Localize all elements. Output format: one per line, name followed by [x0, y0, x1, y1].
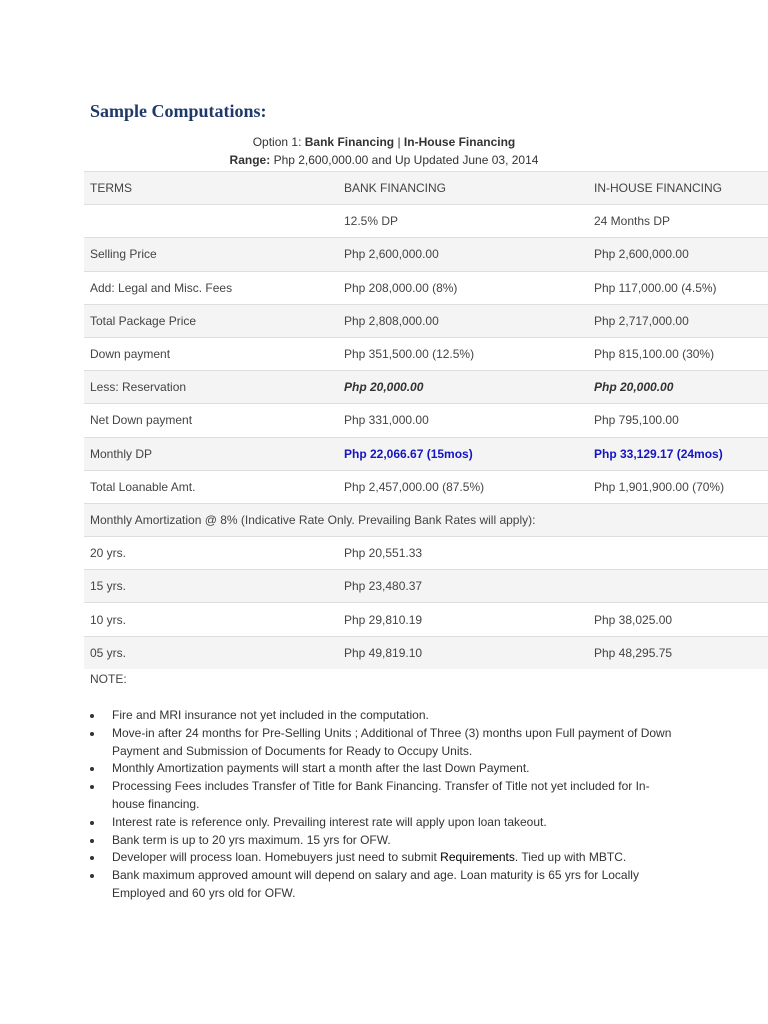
- table-cell-bank: Php 29,810.19: [344, 612, 423, 627]
- table-row-05-years: [84, 636, 768, 669]
- requirements-link[interactable]: Requirements: [440, 850, 515, 865]
- table-header-row: [84, 171, 768, 204]
- note-text: Monthly Amortization payments will start a month after the last Down Payment.: [112, 761, 530, 776]
- table-row-15-years: [84, 569, 768, 602]
- note-item: [90, 778, 678, 814]
- bullet-icon: [90, 856, 94, 860]
- table-cell-bank: Php 20,000.00: [344, 380, 424, 395]
- table-cell-label: Add: Legal and Misc. Fees: [90, 280, 233, 295]
- table-cell-label: Less: Reservation: [90, 380, 187, 395]
- table-cell-inhouse: Php 48,295.75: [594, 645, 673, 660]
- table-cell-bank: Php 23,480.37: [344, 579, 423, 594]
- bullet-icon: [90, 785, 94, 789]
- note-item: [90, 760, 678, 778]
- table-cell-label: Total Loanable Amt.: [90, 479, 196, 494]
- table-cell-label: 05 yrs.: [90, 645, 127, 660]
- table-cell-bank: Php 49,819.10: [344, 645, 423, 660]
- table-cell-inhouse: Php 795,100.00: [594, 413, 679, 428]
- table-cell-label: 15 yrs.: [90, 579, 127, 594]
- range-value: Php 2,600,000.00 and Up Updated June 03, 2014: [273, 153, 539, 167]
- option-label: Option 1:: [252, 135, 302, 149]
- table-cell-label: Net Down payment: [90, 413, 193, 428]
- table-cell-bank: 12.5% DP: [344, 214, 399, 229]
- table-row-total-package-price: [84, 304, 768, 337]
- table-cell-bank: Php 208,000.00 (8%): [344, 280, 458, 295]
- table-cell-label: Selling Price: [90, 247, 157, 262]
- note-item: [90, 867, 678, 903]
- financing-options-line: [0, 133, 768, 151]
- table-cell-bank: Php 2,457,000.00 (87.5%): [344, 479, 485, 494]
- table-cell-inhouse: Php 33,129.17 (24mos): [594, 446, 723, 461]
- table-row-total-loanable: [84, 470, 768, 503]
- computation-table: [84, 171, 768, 669]
- bullet-icon: [90, 839, 94, 843]
- table-cell-inhouse: Php 815,100.00 (30%): [594, 347, 715, 362]
- amortization-heading: Monthly Amortization @ 8% (Indicative Rate Only. Prevailing Bank Rates will apply):: [90, 512, 536, 527]
- inhouse-financing-label: In-House Financing: [403, 135, 516, 149]
- table-cell-bank: Php 2,600,000.00: [344, 247, 439, 262]
- table-cell-label: 20 yrs.: [90, 546, 127, 561]
- note-item: [90, 849, 678, 867]
- table-cell-label: Monthly DP: [90, 446, 153, 461]
- table-cell-inhouse: Php 117,000.00 (4.5%): [594, 280, 717, 295]
- table-cell-bank: Php 22,066.67 (15mos): [344, 446, 473, 461]
- note-text: Move-in after 24 months for Pre-Selling Units ; Additional of Three (3) months upon Full payment of Down Payment and Submission of Documents for Ready to Occupy Units.: [112, 725, 672, 758]
- note-text: Developer will process loan. Homebuyers just need to submit: [112, 850, 437, 865]
- table-cell-bank: Php 2,808,000.00: [344, 313, 439, 328]
- bullet-icon: [90, 874, 94, 878]
- table-row-dp-terms: [84, 204, 768, 237]
- header-inhouse-financing: IN-HOUSE FINANCING: [594, 181, 723, 196]
- table-row-selling-price: [84, 237, 768, 270]
- table-cell-inhouse: Php 20,000.00: [594, 380, 674, 395]
- table-cell-bank: Php 351,500.00 (12.5%): [344, 347, 475, 362]
- range-label: Range:: [229, 153, 271, 167]
- table-cell-inhouse: Php 1,901,900.00 (70%): [594, 479, 725, 494]
- table-cell-inhouse: Php 2,717,000.00: [594, 313, 689, 328]
- note-item: [90, 707, 678, 725]
- note-text: Processing Fees includes Transfer of Title for Bank Financing. Transfer of Title not yet included for In-house financing.: [112, 779, 650, 811]
- financing-intro: [0, 133, 768, 169]
- bullet-icon: [90, 714, 94, 718]
- note-label: NOTE:: [90, 672, 127, 686]
- header-terms: TERMS: [90, 181, 132, 196]
- table-cell-bank: Php 331,000.00: [344, 413, 429, 428]
- table-cell-bank: Php 20,551.33: [344, 546, 423, 561]
- table-row-amortization-heading: [84, 503, 768, 536]
- table-cell-inhouse: Php 38,025.00: [594, 612, 673, 627]
- table-cell-label: Down payment: [90, 347, 171, 362]
- table-row-reservation: [84, 370, 768, 403]
- table-cell-inhouse: Php 2,600,000.00: [594, 247, 689, 262]
- note-item: [90, 814, 678, 832]
- option-separator: |: [397, 135, 401, 149]
- bullet-icon: [90, 732, 94, 736]
- note-text: Bank term is up to 20 yrs maximum. 15 yrs for OFW.: [112, 832, 391, 847]
- header-bank-financing: BANK FINANCING: [344, 181, 447, 196]
- bank-financing-label: Bank Financing: [304, 135, 395, 149]
- page-title: Sample Computations:: [90, 101, 267, 121]
- table-cell-label: Total Package Price: [90, 313, 197, 328]
- bullet-icon: [90, 767, 94, 771]
- notes-list: [90, 707, 678, 903]
- table-cell-inhouse: 24 Months DP: [594, 214, 671, 229]
- table-row-monthly-dp: [84, 437, 768, 470]
- table-row-10-years: [84, 602, 768, 635]
- note-item: [90, 832, 678, 850]
- range-line: [0, 151, 768, 169]
- table-row-20-years: [84, 536, 768, 569]
- table-row-net-down-payment: [84, 403, 768, 436]
- bullet-icon: [90, 821, 94, 825]
- note-item: [90, 725, 678, 761]
- note-text: . Tied up with MBTC.: [514, 850, 627, 865]
- note-text: Bank maximum approved amount will depend on salary and age. Loan maturity is 65 yrs for Locally Employed and 60 yrs old for OFW.: [112, 868, 639, 900]
- table-row-down-payment: [84, 337, 768, 370]
- note-text: Fire and MRI insurance not yet included in the computation.: [112, 708, 429, 722]
- note-text: Interest rate is reference only. Prevailing interest rate will apply upon loan takeout.: [112, 814, 547, 829]
- table-row-legal-fees: [84, 271, 768, 304]
- table-cell-label: 10 yrs.: [90, 612, 127, 627]
